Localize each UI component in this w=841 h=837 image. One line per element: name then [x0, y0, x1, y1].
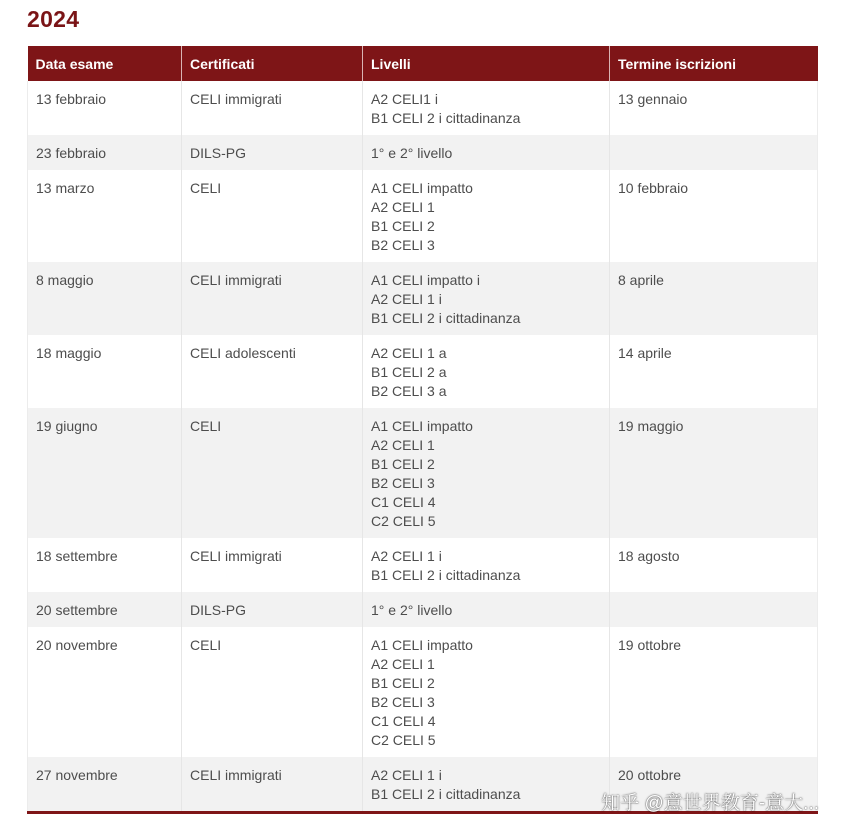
- header-row: [28, 46, 818, 81]
- level-item: A2 CELI1 i: [371, 91, 438, 107]
- level-item: A1 CELI impatto: [371, 180, 473, 196]
- cell-levels: [363, 81, 610, 135]
- cell-certificate: CELI immigrati: [182, 757, 363, 813]
- cell-exam-date: 13 febbraio: [28, 81, 182, 135]
- cell-registration-deadline: 14 aprile: [610, 335, 818, 408]
- level-item: A1 CELI impatto i: [371, 272, 480, 288]
- cell-exam-date: 13 marzo: [28, 170, 182, 262]
- cell-exam-date: 27 novembre: [28, 757, 182, 813]
- cell-registration-deadline: 19 ottobre: [610, 627, 818, 757]
- level-item: B1 CELI 2 i cittadinanza: [371, 110, 521, 126]
- cell-exam-date: 8 maggio: [28, 262, 182, 335]
- cell-exam-date: 18 maggio: [28, 335, 182, 408]
- cell-levels: [363, 335, 610, 408]
- cell-levels: [363, 627, 610, 757]
- cell-registration-deadline: 13 gennaio: [610, 81, 818, 135]
- table-row: [28, 592, 818, 627]
- level-item: A2 CELI 1: [371, 656, 435, 672]
- table-row: [28, 408, 818, 538]
- level-item: B1 CELI 2: [371, 218, 435, 234]
- cell-exam-date: 20 novembre: [28, 627, 182, 757]
- cell-exam-date: 20 settembre: [28, 592, 182, 627]
- cell-levels: [363, 408, 610, 538]
- cell-certificate: CELI: [182, 170, 363, 262]
- level-item: B2 CELI 3: [371, 237, 435, 253]
- level-item: A2 CELI 1 a: [371, 345, 447, 361]
- level-item: B2 CELI 3: [371, 475, 435, 491]
- cell-registration-deadline: 20 ottobre: [610, 757, 818, 813]
- column-header-levels: Livelli: [363, 46, 610, 81]
- level-item: B1 CELI 2: [371, 456, 435, 472]
- cell-certificate: DILS-PG: [182, 135, 363, 170]
- cell-certificate: DILS-PG: [182, 592, 363, 627]
- level-item: B1 CELI 2 a: [371, 364, 447, 380]
- cell-levels: [363, 170, 610, 262]
- table-row: [28, 170, 818, 262]
- cell-exam-date: 18 settembre: [28, 538, 182, 592]
- level-item: C1 CELI 4: [371, 713, 436, 729]
- cell-levels: [363, 135, 610, 170]
- level-item: A2 CELI 1 i: [371, 291, 442, 307]
- level-item: A2 CELI 1 i: [371, 548, 442, 564]
- watermark-text: 知乎 @意世界教育-意大...: [601, 793, 819, 814]
- level-item: C1 CELI 4: [371, 494, 436, 510]
- table-header: [28, 46, 818, 81]
- cell-levels: [363, 757, 610, 813]
- cell-certificate: CELI adolescenti: [182, 335, 363, 408]
- cell-registration-deadline: [610, 135, 818, 170]
- table-row: [28, 627, 818, 757]
- level-item: B1 CELI 2 i cittadinanza: [371, 786, 521, 802]
- level-item: B2 CELI 3: [371, 694, 435, 710]
- cell-certificate: CELI: [182, 408, 363, 538]
- cell-levels: [363, 592, 610, 627]
- level-item: C2 CELI 5: [371, 732, 436, 748]
- level-item: 1° e 2° livello: [371, 145, 453, 161]
- cell-registration-deadline: [610, 592, 818, 627]
- cell-certificate: CELI immigrati: [182, 81, 363, 135]
- level-item: B1 CELI 2: [371, 675, 435, 691]
- table-row: [28, 538, 818, 592]
- cell-registration-deadline: 10 febbraio: [610, 170, 818, 262]
- table-row: [28, 262, 818, 335]
- level-item: B1 CELI 2 i cittadinanza: [371, 567, 521, 583]
- cell-exam-date: 19 giugno: [28, 408, 182, 538]
- table-row: [28, 81, 818, 135]
- cell-certificate: CELI immigrati: [182, 262, 363, 335]
- exam-schedule-table: [27, 46, 818, 814]
- cell-levels: [363, 262, 610, 335]
- table-row: [28, 335, 818, 408]
- cell-certificate: CELI: [182, 627, 363, 757]
- cell-registration-deadline: 8 aprile: [610, 262, 818, 335]
- cell-levels: [363, 538, 610, 592]
- column-header-certificate: Certificati: [182, 46, 363, 81]
- table-row: [28, 135, 818, 170]
- column-header-date: Data esame: [28, 46, 182, 81]
- level-item: A2 CELI 1: [371, 199, 435, 215]
- cell-certificate: CELI immigrati: [182, 538, 363, 592]
- level-item: C2 CELI 5: [371, 513, 436, 529]
- cell-registration-deadline: 19 maggio: [610, 408, 818, 538]
- cell-exam-date: 23 febbraio: [28, 135, 182, 170]
- level-item: A1 CELI impatto: [371, 418, 473, 434]
- level-item: B1 CELI 2 i cittadinanza: [371, 310, 521, 326]
- level-item: B2 CELI 3 a: [371, 383, 447, 399]
- year-heading: 2024: [27, 6, 80, 32]
- level-item: A2 CELI 1: [371, 437, 435, 453]
- column-header-deadline: Termine iscrizioni: [618, 55, 736, 72]
- level-item: 1° e 2° livello: [371, 602, 453, 618]
- level-item: A2 CELI 1 i: [371, 767, 442, 783]
- table-body: [28, 81, 818, 813]
- cell-registration-deadline: 18 agosto: [610, 538, 818, 592]
- level-item: A1 CELI impatto: [371, 637, 473, 653]
